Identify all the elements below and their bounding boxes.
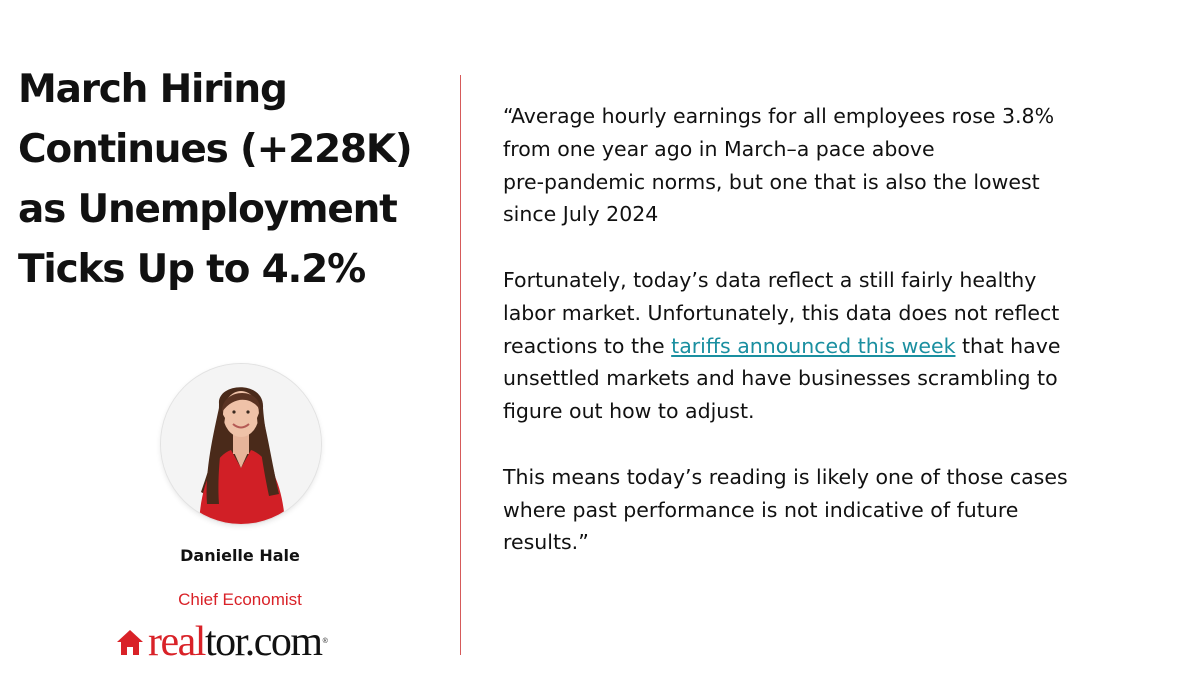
portrait-photo <box>161 364 321 524</box>
tariffs-link[interactable]: tariffs announced this week <box>671 333 956 358</box>
brand-trademark: ® <box>322 638 327 645</box>
person-title: Chief Economist <box>178 590 302 609</box>
quote-text: reactions to the <box>503 333 672 358</box>
headline-line: March Hiring <box>18 67 287 112</box>
quote-line: pre-pandemic norms, but one that is also the lowest <box>503 169 1040 194</box>
quote-line: This means today’s reading is likely one of those cases <box>503 464 1068 489</box>
quote-line <box>503 330 1173 363</box>
headline <box>18 60 458 300</box>
quote-line: labor market. Unfortunately, this data does not reflect <box>503 300 1060 325</box>
brand-real: real <box>148 619 205 665</box>
realtor-logo <box>115 620 326 664</box>
quote-line: results.” <box>503 530 589 555</box>
quote-paragraph-2 <box>503 264 1173 428</box>
quote-paragraph-1 <box>503 100 1173 231</box>
quote-line: “Average hourly earnings for all employees rose 3.8% <box>503 104 1055 128</box>
brand-rest: tor.com <box>204 619 322 665</box>
quote-line: figure out how to adjust. <box>503 399 755 424</box>
house-icon <box>115 627 145 657</box>
quote-line: where past performance is not indicative of future <box>503 497 1019 522</box>
quote-line: since July 2024 <box>503 202 659 227</box>
headline-line: Continues (+228K) <box>18 127 412 172</box>
quote-line: from one year ago in March–a pace above <box>503 136 935 161</box>
quote-text: that have <box>955 333 1061 358</box>
headline-line: as Unemployment <box>18 187 397 232</box>
quote-line: unsettled markets and have businesses scrambling to <box>503 366 1058 391</box>
quote-line: Fortunately, today’s data reflect a still fairly healthy <box>503 267 1037 292</box>
vertical-divider <box>460 75 461 655</box>
quote <box>503 100 1173 592</box>
headline-line: Ticks Up to 4.2% <box>18 247 365 292</box>
person-name: Danielle Hale <box>180 546 300 565</box>
quote-paragraph-3 <box>503 461 1173 559</box>
avatar <box>161 364 321 524</box>
brand-wordmark <box>148 620 326 664</box>
